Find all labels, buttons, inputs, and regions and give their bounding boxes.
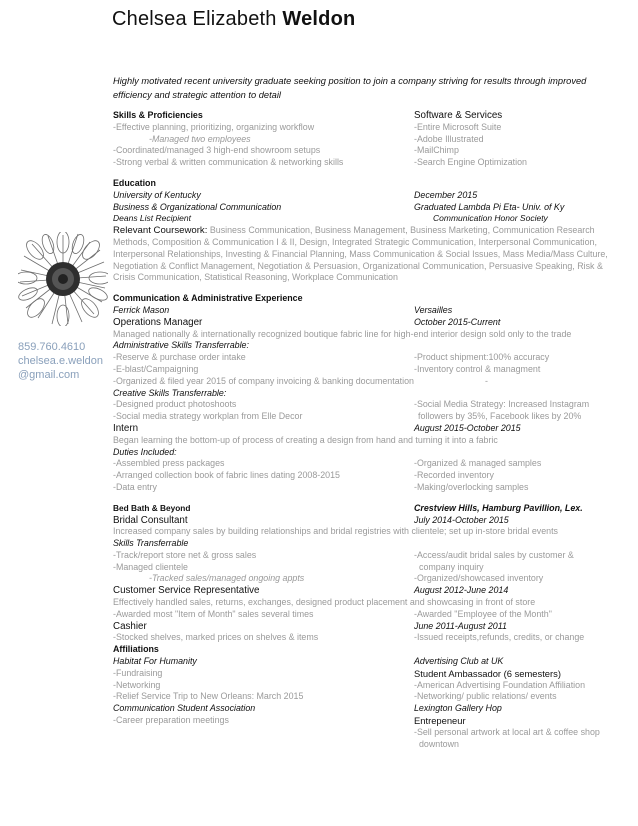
first-names: Chelsea Elizabeth [112, 8, 277, 30]
skills-row [113, 399, 618, 411]
skills-heading-row [113, 110, 618, 122]
education-heading-row [113, 178, 618, 190]
affiliation-row [113, 727, 618, 739]
candidate-name [112, 8, 355, 31]
duty-item: -Recorded inventory [414, 470, 494, 481]
skill-item: -E-blast/Campaigning [113, 363, 199, 374]
skills-row [113, 550, 618, 562]
job-description [113, 435, 618, 447]
affiliation-role: Entrepeneur [414, 715, 466, 727]
job-desc-text: Effectively handled sales, returns, exchanges, designed product placement and showcasing in front of store [113, 597, 536, 608]
job-dates: July 2014-October 2015 [414, 514, 509, 525]
skills-row [113, 145, 618, 157]
job-description [113, 597, 618, 609]
honor-society: Communication Honor Society [433, 213, 548, 224]
graduation-date: December 2015 [414, 189, 478, 200]
skill-item: -Managed clientele [113, 561, 188, 572]
education-heading: Education [113, 177, 156, 188]
affiliation-name: Advertising Club at UK [414, 656, 504, 667]
education-row [113, 213, 618, 225]
coursework-list: Business Communication, Business Management, Business Marketing, Communication Research Methods, Composition & Communication I & II, Design, Integrated Strategic Communication, Interpersonal Communication, Interpersonal Relationships, Investing & Financial Planning, Mass Communication & Social Issues, Mass Media/Mass Culture, Negotiation & Conflict Management, Negotiation & Persuasion, Organizational Communication, Persuasive Speaking, Risk & Crisis Communication, Statistical Reasoning, Workplace Communication [113, 225, 608, 283]
affiliation-name: Habitat For Humanity [113, 656, 197, 667]
software-item: -Entire Microsoft Suite [414, 121, 502, 132]
job-description [113, 526, 618, 538]
deans-list: Deans List Recipient [113, 213, 191, 224]
affiliation-row [113, 656, 618, 668]
skill-item: -Inventory control & managment [414, 363, 541, 374]
duty-item: -Issued receipts,refunds, credits, or change [414, 632, 585, 643]
job-desc-text: Managed nationally & internationally recognized boutique fabric line for high-end interior design sold only to the trade [113, 328, 572, 339]
job-dates: August 2015-October 2015 [414, 422, 521, 433]
skills-label-row [113, 538, 618, 550]
affiliation-item: -Networking/ public relations/ events [414, 691, 557, 702]
school-name: University of Kentucky [113, 189, 201, 200]
email-line-1: chelsea.e.weldon [18, 355, 104, 367]
skill-item: -Effective planning, prioritizing, organizing workflow [113, 121, 315, 132]
job-row [113, 503, 618, 515]
affiliation-item: -American Advertising Foundation Affiliation [414, 679, 586, 690]
job-row [113, 585, 618, 597]
affiliation-item: -Fundraising [113, 667, 163, 678]
skill-item: -Coordinated/managed 3 high-end showroom setups [113, 145, 321, 156]
software-heading: Software & Services [414, 110, 503, 121]
award-item: -Awarded most "Item of Month" sales several times [113, 608, 314, 619]
skills-row [113, 573, 618, 585]
affiliation-item: -Networking [113, 679, 161, 690]
affiliation-row [113, 668, 618, 680]
affiliation-name: Lexington Gallery Hop [414, 703, 502, 714]
job-title: Cashier [113, 620, 147, 632]
experience-heading-row [113, 293, 618, 305]
company-location: Crestview Hills, Hamburg Pavillion, Lex. [414, 502, 583, 513]
resume-body [113, 110, 618, 750]
affiliation-row [113, 739, 618, 751]
skill-item: -Reserve & purchase order intake [113, 352, 246, 363]
skill-item: -Track/report store net & gross sales [113, 549, 257, 560]
honor-name: Graduated Lambda Pi Eta- Univ. of Ky [414, 201, 565, 212]
skills-label-row [113, 447, 618, 459]
skills-row [113, 632, 618, 644]
skill-item: -Product shipment:100% accuracy [414, 352, 550, 363]
job-title: Intern [113, 422, 139, 434]
affiliation-role: Student Ambassador (6 semesters) [414, 667, 561, 679]
duties-label: Duties Included: [113, 446, 177, 457]
summary-statement: Highly motivated recent university graduate seeking position to join a company striving for results through improved efficiency and strategic attention to detail [113, 76, 587, 100]
education-row [113, 202, 618, 214]
skills-row [113, 364, 618, 376]
degree-name: Business & Organizational Communication [113, 201, 282, 212]
skills-row [113, 134, 618, 146]
sunflower-sketch-image [18, 232, 108, 326]
affiliation-row [113, 715, 618, 727]
affiliation-row [113, 703, 618, 715]
duty-item: -Data entry [113, 481, 157, 492]
skills-row [113, 470, 618, 482]
skills-heading: Skills & Proficiencies [113, 110, 203, 120]
duty-item: -Assembled press packages [113, 458, 225, 469]
skills-row [113, 482, 618, 494]
skills-row [113, 376, 618, 388]
skills-row [113, 122, 618, 134]
job-row [113, 423, 618, 435]
skills-row [113, 352, 618, 364]
skills-row [113, 562, 618, 574]
job-row [113, 621, 618, 633]
award-item: -Awarded "Employee of the Month" [414, 608, 552, 619]
affiliation-item: -Relief Service Trip to New Orleans: March 2015 [113, 691, 304, 702]
job-row [113, 317, 618, 329]
company-location: Versailles [414, 304, 453, 315]
software-item: -MailChimp [414, 145, 459, 156]
skill-item: -Strong verbal & written communication & networking skills [113, 157, 344, 168]
skill-item: -Social media strategy workplan from Elle Decor [113, 411, 303, 422]
skill-item: -Designed product photoshoots [113, 399, 237, 410]
duty-item: -Stocked shelves, marked prices on shelves & items [113, 632, 319, 643]
job-desc-text: Increased company sales by building relationships and bridal registries with clientele; set up in-store bridal events [113, 526, 558, 537]
coursework-label: Relevant Coursework: [113, 225, 208, 237]
job-title: Operations Manager [113, 316, 203, 328]
affiliation-item: downtown [419, 738, 459, 749]
email-line-2: @gmail.com [18, 369, 80, 381]
phone-number: 859.760.4610 [18, 341, 86, 353]
last-name: Weldon [282, 8, 356, 30]
affiliation-row [113, 680, 618, 692]
affiliation-name: Communication Student Association [113, 703, 256, 714]
job-dates: August 2012-June 2014 [414, 585, 509, 596]
job-description [113, 329, 618, 341]
skill-item: -Tracked sales/managed ongoing appts [149, 573, 305, 584]
skills-label-row [113, 388, 618, 400]
job-title: Customer Service Representative [113, 585, 260, 597]
skill-item: -Organized/showcased inventory [414, 573, 544, 584]
affiliation-row [113, 691, 618, 703]
duty-item: -Organized & managed samples [414, 458, 542, 469]
affiliation-item: -Sell personal artwork at local art & coffee shop [414, 726, 600, 737]
job-title: Bridal Consultant [113, 514, 188, 526]
creative-skills-label: Creative Skills Transferrable: [113, 387, 227, 398]
skills-row [113, 609, 618, 621]
job-desc-text: Began learning the bottom-up of process of creating a design from hand and turning it into a fabric [113, 434, 498, 445]
skills-row [113, 411, 618, 423]
duty-item: -Making/overlocking samples [414, 481, 529, 492]
affiliations-heading-row [113, 644, 618, 656]
skill-item: - [485, 375, 488, 386]
admin-skills-label: Administrative Skills Transferrable: [113, 340, 249, 351]
skills-row [113, 157, 618, 169]
job-row [113, 305, 618, 317]
coursework-paragraph [113, 225, 618, 284]
duty-item: -Arranged collection book of fabric lines dating 2008-2015 [113, 470, 340, 481]
skills-transferrable-label: Skills Transferrable [113, 538, 189, 549]
job-dates: June 2011-August 2011 [414, 620, 507, 631]
skill-item: -Social Media Strategy: Increased Instagram [414, 399, 590, 410]
company-name: Ferrick Mason [113, 304, 170, 315]
skills-label-row [113, 340, 618, 352]
skill-item: -Organized & filed year 2015 of company invoicing & banking documentation [113, 375, 414, 386]
skills-row [113, 458, 618, 470]
skill-item: -Managed two employees [149, 133, 251, 144]
contact-info [18, 340, 103, 382]
software-item: -Search Engine Optimization [414, 157, 527, 168]
skill-item: -Access/audit bridal sales by customer & [414, 549, 574, 560]
affiliation-item: -Career preparation meetings [113, 715, 229, 726]
job-row [113, 515, 618, 527]
affiliations-heading: Affiliations [113, 644, 159, 655]
software-item: -Adobe Illustrated [414, 133, 484, 144]
company-name: Bed Bath & Beyond [113, 502, 191, 513]
education-row [113, 190, 618, 202]
experience-heading: Communication & Administrative Experience [113, 293, 303, 304]
job-dates: October 2015-Current [414, 316, 501, 327]
skill-item: followers by 35%, Facebook likes by 20% [418, 411, 582, 422]
skill-item: company inquiry [419, 561, 484, 572]
